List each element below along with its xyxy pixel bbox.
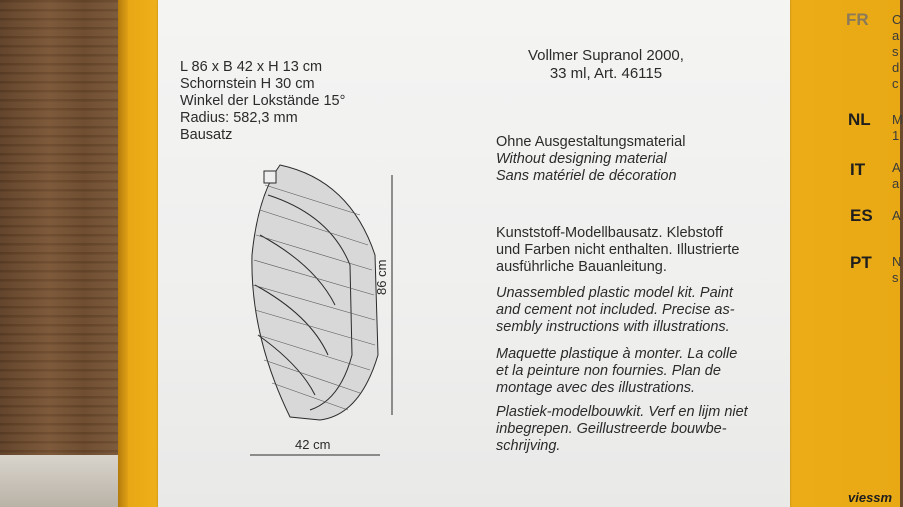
kit-nl-line-1: Plastiek-modelbouwkit. Verf en lijm niet <box>496 404 748 420</box>
height-label: 86 cm <box>374 259 389 295</box>
kit-en-line-2: and cement not included. Precise as- <box>496 302 735 318</box>
it-text-1: A <box>892 160 901 175</box>
no-material-en: Without designing material <box>496 151 667 167</box>
lang-pt: PT <box>850 253 872 272</box>
kit-de-line-2: und Farben nicht enthalten. Illustrierte <box>496 242 740 258</box>
kit-fr-line-3: montage avec des illustrations. <box>496 380 696 396</box>
kit-nl-line-2: inbegrepen. Geillustreerde bouwbe- <box>496 421 727 437</box>
fr-text-4: d <box>892 60 900 75</box>
glue-line-2: 33 ml, Art. 46115 <box>549 65 663 82</box>
chimney-icon <box>264 171 276 183</box>
fr-side-text <box>892 12 901 92</box>
nl-text-2: 1 <box>892 128 900 143</box>
spec-angle: Winkel der Lokstände 15° <box>180 93 346 109</box>
kit-description-en <box>496 285 735 336</box>
fr-text-5: c <box>892 76 899 91</box>
lang-fr: FR <box>846 10 869 29</box>
fr-text-1: C <box>892 12 902 27</box>
no-material-fr: Sans matériel de décoration <box>496 168 677 184</box>
kit-description-nl <box>496 404 748 455</box>
spec-kit: Bausatz <box>180 127 233 143</box>
kit-fr-line-1: Maquette plastique à monter. La colle <box>496 346 738 362</box>
glue-recommendation <box>528 47 684 83</box>
pt-text-1: N <box>892 254 902 269</box>
kit-description-fr <box>496 346 737 397</box>
fr-text-3: s <box>892 44 899 59</box>
kit-nl-line-3: schrijving. <box>496 438 561 454</box>
it-text-2: a <box>892 176 900 191</box>
spec-dimensions: L 86 x B 42 x H 13 cm <box>180 59 323 75</box>
brand-logo: viessm <box>848 490 893 505</box>
no-material-de: Ohne Ausgestaltungsmaterial <box>496 134 686 150</box>
kit-en-line-3: sembly instructions with illustrations. <box>496 319 730 335</box>
lang-nl: NL <box>848 110 871 129</box>
spec-radius: Radius: 582,3 mm <box>180 110 298 126</box>
kit-fr-line-2: et la peinture non fournies. Plan de <box>496 363 721 379</box>
es-side-text <box>892 208 901 224</box>
pt-side-text <box>892 254 901 286</box>
glue-line-1: Vollmer Supranol 2000, <box>528 47 684 64</box>
width-label: 42 cm <box>295 437 331 452</box>
no-material-note <box>496 134 685 185</box>
kit-de-line-3: ausführliche Bauanleitung. <box>496 259 667 275</box>
specifications <box>180 59 345 144</box>
roundhouse-outline <box>252 165 378 420</box>
lang-es: ES <box>850 206 873 225</box>
nl-text-1: M <box>892 112 903 127</box>
kit-de-line-1: Kunststoff-Modellbausatz. Klebstoff <box>496 225 723 241</box>
kit-description-de <box>496 225 739 276</box>
lang-it: IT <box>850 160 866 179</box>
kit-en-line-1: Unassembled plastic model kit. Paint <box>496 285 733 301</box>
it-side-text <box>892 160 901 192</box>
fr-text-2: a <box>892 28 900 43</box>
roundhouse-drawing <box>240 155 400 465</box>
pt-text-2: s <box>892 270 899 285</box>
spec-chimney: Schornstein H 30 cm <box>180 76 315 92</box>
es-text-1: A <box>892 208 901 223</box>
box-edge <box>118 0 128 507</box>
nl-side-text <box>892 112 903 144</box>
